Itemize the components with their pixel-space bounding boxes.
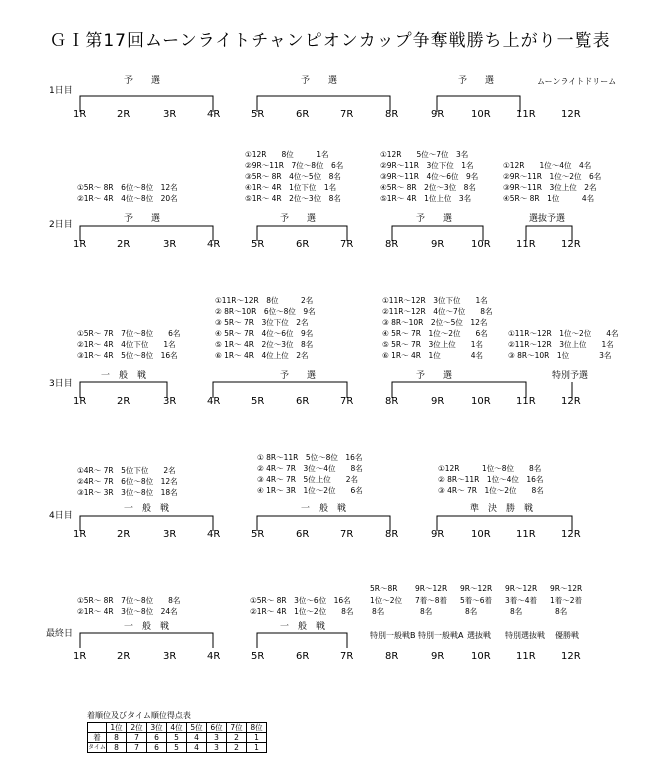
race-label: 11R — [516, 529, 536, 540]
race-label: 9R — [431, 109, 445, 120]
advance-line: ①5R～ 8R 6位～8位 12名 — [77, 183, 178, 192]
race-label: 8R — [385, 396, 399, 407]
table-cell: 3位 — [147, 723, 167, 733]
advance-line: ④1R～ 4R 1位下位 1名 — [245, 183, 337, 192]
table-cell: 2 — [227, 743, 247, 753]
race-label: 2R — [117, 651, 131, 662]
day2-bracket-4: 選抜予選 — [529, 214, 566, 224]
advance-line: ② 8R～11R 1位～4位 16名 — [438, 475, 544, 484]
advance-line: ④ 1R～ 3R 1位～2位 6名 — [257, 486, 363, 495]
table-cell: 8 — [107, 733, 127, 743]
race-label: 3R — [163, 239, 177, 250]
day3-label: 3日目 — [49, 379, 73, 389]
race-label: 6R — [296, 651, 310, 662]
day1-bracket-1: 予 選 — [124, 76, 161, 86]
race-label: 7R — [340, 651, 354, 662]
finals-pos: 3着～4着 — [505, 596, 538, 605]
race-label: 5R — [251, 239, 265, 250]
table-cell: 7位 — [227, 723, 247, 733]
advance-line: ②11R～12R 3位上位 1名 — [508, 340, 614, 349]
table-cell: 7 — [127, 743, 147, 753]
final-race-4: 特別選抜戦 — [505, 631, 545, 640]
advance-line: ④ 5R～ 7R 1位～2位 6名 — [382, 329, 488, 338]
advance-line: ①11R～12R 8位 2名 — [215, 296, 314, 305]
advance-line: ②9R～11R 3位下位 1名 — [380, 161, 474, 170]
table-cell: 4 — [187, 733, 207, 743]
day4-bracket-1: 一 般 戦 — [124, 504, 170, 514]
advance-line: ③9R～11R 4位～6位 9名 — [380, 172, 479, 181]
advance-line: ②4R～ 7R 6位～8位 12名 — [77, 477, 178, 486]
race-label: 10R — [471, 109, 491, 120]
table-cell: 1位 — [107, 723, 127, 733]
day3-bracket-2: 予 選 — [280, 371, 317, 381]
race-label: 4R — [207, 109, 221, 120]
advance-line: ③ 4R～ 7R 5位上位 2名 — [257, 475, 359, 484]
race-label: 8R — [385, 239, 399, 250]
day4-brackets — [80, 516, 572, 531]
finals-count: 8名 — [420, 607, 433, 616]
advance-line: ③9R～11R 3位上位 2名 — [503, 183, 597, 192]
advance-line: ①11R～12R 3位下位 1名 — [382, 296, 488, 305]
race-label: 5R — [251, 529, 265, 540]
advance-line: ③1R～ 3R 3位～8位 18名 — [77, 488, 178, 497]
table-cell: 8位 — [247, 723, 267, 733]
advance-line: ⑤1R～ 4R 1位上位 3名 — [380, 194, 472, 203]
table-cell: 5位 — [187, 723, 207, 733]
race-label: 7R — [340, 529, 354, 540]
table-row — [88, 723, 267, 733]
race-label: 6R — [296, 396, 310, 407]
race-label: 2R — [117, 239, 131, 250]
advance-line: ③1R～ 4R 5位～8位 16名 — [77, 351, 178, 360]
race-label: 10R — [471, 529, 491, 540]
day1-label: 1日目 — [49, 86, 73, 96]
advance-line: ③ 4R～ 7R 1位～2位 8名 — [438, 486, 544, 495]
table-cell: 1 — [247, 743, 267, 753]
table-cell: 8 — [107, 743, 127, 753]
day2-bracket-3: 予 選 — [416, 214, 453, 224]
race-label: 6R — [296, 529, 310, 540]
advance-line: ①12R 5位～7位 3名 — [380, 150, 469, 159]
finals-head: 5R～8R — [370, 584, 398, 593]
race-label: 6R — [296, 109, 310, 120]
race-label: 7R — [340, 239, 354, 250]
advance-line: ⑤ 5R～ 7R 3位上位 1名 — [382, 340, 484, 349]
race-label: 10R — [471, 396, 491, 407]
advance-line: ①5R～ 8R 3位～6位 16名 — [250, 596, 351, 605]
race-label: 3R — [163, 529, 177, 540]
race-label: 12R — [561, 529, 581, 540]
race-label: 12R — [561, 239, 581, 250]
final-race-1: 特別一般戦B — [370, 631, 416, 640]
advance-line: ③ 8R～10R 1位 3名 — [508, 351, 612, 360]
table-cell: 6 — [147, 743, 167, 753]
race-label: 12R — [561, 651, 581, 662]
table-cell: タイム — [88, 744, 106, 751]
finals-count: 8名 — [555, 607, 568, 616]
table-cell: 4 — [187, 743, 207, 753]
advance-line: ①12R 1位～8位 8名 — [438, 464, 542, 473]
advance-line: ⑤1R～ 4R 2位～3位 8名 — [245, 194, 341, 203]
table-cell: 6 — [147, 733, 167, 743]
day1-bracket-2: 予 選 — [301, 76, 338, 86]
race-label: 7R — [340, 396, 354, 407]
race-label: 3R — [163, 109, 177, 120]
advance-line: ①5R～ 8R 7位～8位 8名 — [77, 596, 181, 605]
day4-bracket-3: 準 決 勝 戦 — [470, 504, 534, 514]
table-cell: 4位 — [167, 723, 187, 733]
table-cell: 2位 — [127, 723, 147, 733]
advance-line: ②1R～ 4R 1位～2位 8名 — [250, 607, 354, 616]
race-label: 8R — [385, 651, 399, 662]
race-label: 9R — [431, 396, 445, 407]
race-label: 10R — [471, 651, 491, 662]
day4-label: 4日目 — [49, 511, 73, 521]
finals-pos: 1着～2着 — [550, 596, 583, 605]
race-label: 5R — [251, 109, 265, 120]
day1-dream-race: ムーンライトドリーム — [537, 77, 617, 86]
finals-count: 8名 — [510, 607, 523, 616]
advance-line: ② 8R～10R 6位～8位 9名 — [215, 307, 316, 316]
race-label: 1R — [73, 651, 87, 662]
advance-line: ①11R～12R 1位～2位 4名 — [508, 329, 619, 338]
table-cell: 7 — [127, 733, 147, 743]
page-title: ＧＩ第17回ムーンライトチャンピオンカップ争奪戦勝ち上がり一覧表 — [49, 31, 611, 51]
day3-bracket-3: 予 選 — [416, 371, 453, 381]
advance-line: ②11R～12R 4位～7位 8名 — [382, 307, 493, 316]
finals-pos: 7着～8着 — [415, 596, 448, 605]
day3-brackets — [80, 382, 572, 398]
final-race-5: 優勝戦 — [555, 631, 579, 640]
day5-bracket-1: 一 般 戦 — [124, 622, 170, 632]
race-label: 1R — [73, 239, 87, 250]
finals-count: 8名 — [465, 607, 478, 616]
race-label: 1R — [73, 529, 87, 540]
advance-line: ④5R～ 8R 2位～3位 8名 — [380, 183, 476, 192]
table-cell: 6位 — [207, 723, 227, 733]
final-race-3: 選抜戦 — [467, 631, 491, 640]
advance-line: ④ 5R～ 7R 4位～6位 9名 — [215, 329, 314, 338]
race-label: 5R — [251, 396, 265, 407]
day3-bracket-1: 一 般 戦 — [101, 371, 147, 381]
advance-line: ②1R～ 4R 3位～8位 24名 — [77, 607, 178, 616]
advance-line: ②1R～ 4R 4位～8位 20名 — [77, 194, 178, 203]
day5-bracket-2: 一 般 戦 — [280, 622, 326, 632]
finals-head: 9R～12R — [550, 584, 583, 593]
advance-line: ①12R 1位～4位 4名 — [503, 161, 592, 170]
finals-head: 9R～12R — [505, 584, 538, 593]
day5-brackets — [80, 633, 347, 648]
advance-line: ② 4R～ 7R 3位～4位 8名 — [257, 464, 363, 473]
race-label: 4R — [207, 651, 221, 662]
day2-brackets — [80, 226, 572, 241]
finals-pos: 5着～6着 — [460, 596, 493, 605]
race-label: 4R — [207, 529, 221, 540]
advance-line: ②9R～11R 7位～8位 6名 — [245, 161, 344, 170]
finals-head: 9R～12R — [460, 584, 493, 593]
table-cell: 3 — [207, 743, 227, 753]
day2-bracket-1: 予 選 — [124, 214, 161, 224]
day1-bracket-3: 予 選 — [458, 76, 495, 86]
race-label: 9R — [431, 529, 445, 540]
advance-line: ④5R～ 8R 1位 4名 — [503, 194, 595, 203]
race-label: 4R — [207, 396, 221, 407]
race-label: 1R — [73, 396, 87, 407]
race-label: 2R — [117, 396, 131, 407]
advance-line: ③5R～ 8R 4位～5位 8名 — [245, 172, 341, 181]
race-label: 8R — [385, 109, 399, 120]
race-label: 1R — [73, 109, 87, 120]
day3-bracket-4: 特別予選 — [552, 371, 589, 381]
race-label: 3R — [163, 396, 177, 407]
race-label: 9R — [431, 651, 445, 662]
finals-pos: 1位～2位 — [370, 596, 403, 605]
table-cell: 2 — [227, 733, 247, 743]
advance-line: ②9R～11R 1位～2位 6名 — [503, 172, 602, 181]
finals-head: 9R～12R — [415, 584, 448, 593]
table-row — [88, 733, 267, 743]
score-table — [87, 722, 267, 753]
day5-label: 最終日 — [46, 629, 74, 639]
race-label: 11R — [516, 239, 536, 250]
race-label: 11R — [516, 651, 536, 662]
table-cell: 3 — [207, 733, 227, 743]
final-race-2: 特別一般戦A — [418, 631, 464, 640]
race-label: 12R — [561, 109, 581, 120]
table-cell — [88, 723, 107, 733]
advance-line: ⑥ 1R～ 4R 1位 4名 — [382, 351, 484, 360]
race-label: 6R — [296, 239, 310, 250]
race-label: 7R — [340, 109, 354, 120]
advance-line: ①4R～ 7R 5位下位 2名 — [77, 466, 176, 475]
advance-line: ①5R～ 7R 7位～8位 6名 — [77, 329, 181, 338]
table-row — [88, 743, 267, 753]
finals-count: 8名 — [372, 607, 385, 616]
race-label: 12R — [561, 396, 581, 407]
table-cell: 5 — [167, 743, 187, 753]
advance-line: ⑤ 1R～ 4R 2位～3位 8名 — [215, 340, 314, 349]
day2-bracket-2: 予 選 — [280, 214, 317, 224]
race-label: 11R — [516, 396, 536, 407]
table-cell: 5 — [167, 733, 187, 743]
race-label: 5R — [251, 651, 265, 662]
race-label: 10R — [471, 239, 491, 250]
advance-line: ① 8R～11R 5位～8位 16名 — [257, 453, 363, 462]
race-label: 8R — [385, 529, 399, 540]
advance-line: ③ 8R～10R 2位～5位 12名 — [382, 318, 488, 327]
advance-line: ①12R 8位 1名 — [245, 150, 329, 159]
score-table-title: 着順位及びタイム順位得点表 — [87, 711, 191, 720]
advance-line: ②1R～ 4R 4位下位 1名 — [77, 340, 176, 349]
table-cell: 着 — [88, 733, 107, 743]
race-label: 11R — [516, 109, 536, 120]
day2-label: 2日目 — [49, 220, 73, 230]
race-label: 9R — [431, 239, 445, 250]
table-cell: 1 — [247, 733, 267, 743]
race-label: 2R — [117, 529, 131, 540]
advance-line: ③ 5R～ 7R 3位下位 2名 — [215, 318, 309, 327]
day4-bracket-2: 一 般 戦 — [301, 504, 347, 514]
race-label: 2R — [117, 109, 131, 120]
race-label: 4R — [207, 239, 221, 250]
race-label: 3R — [163, 651, 177, 662]
advance-line: ⑥ 1R～ 4R 4位上位 2名 — [215, 351, 309, 360]
